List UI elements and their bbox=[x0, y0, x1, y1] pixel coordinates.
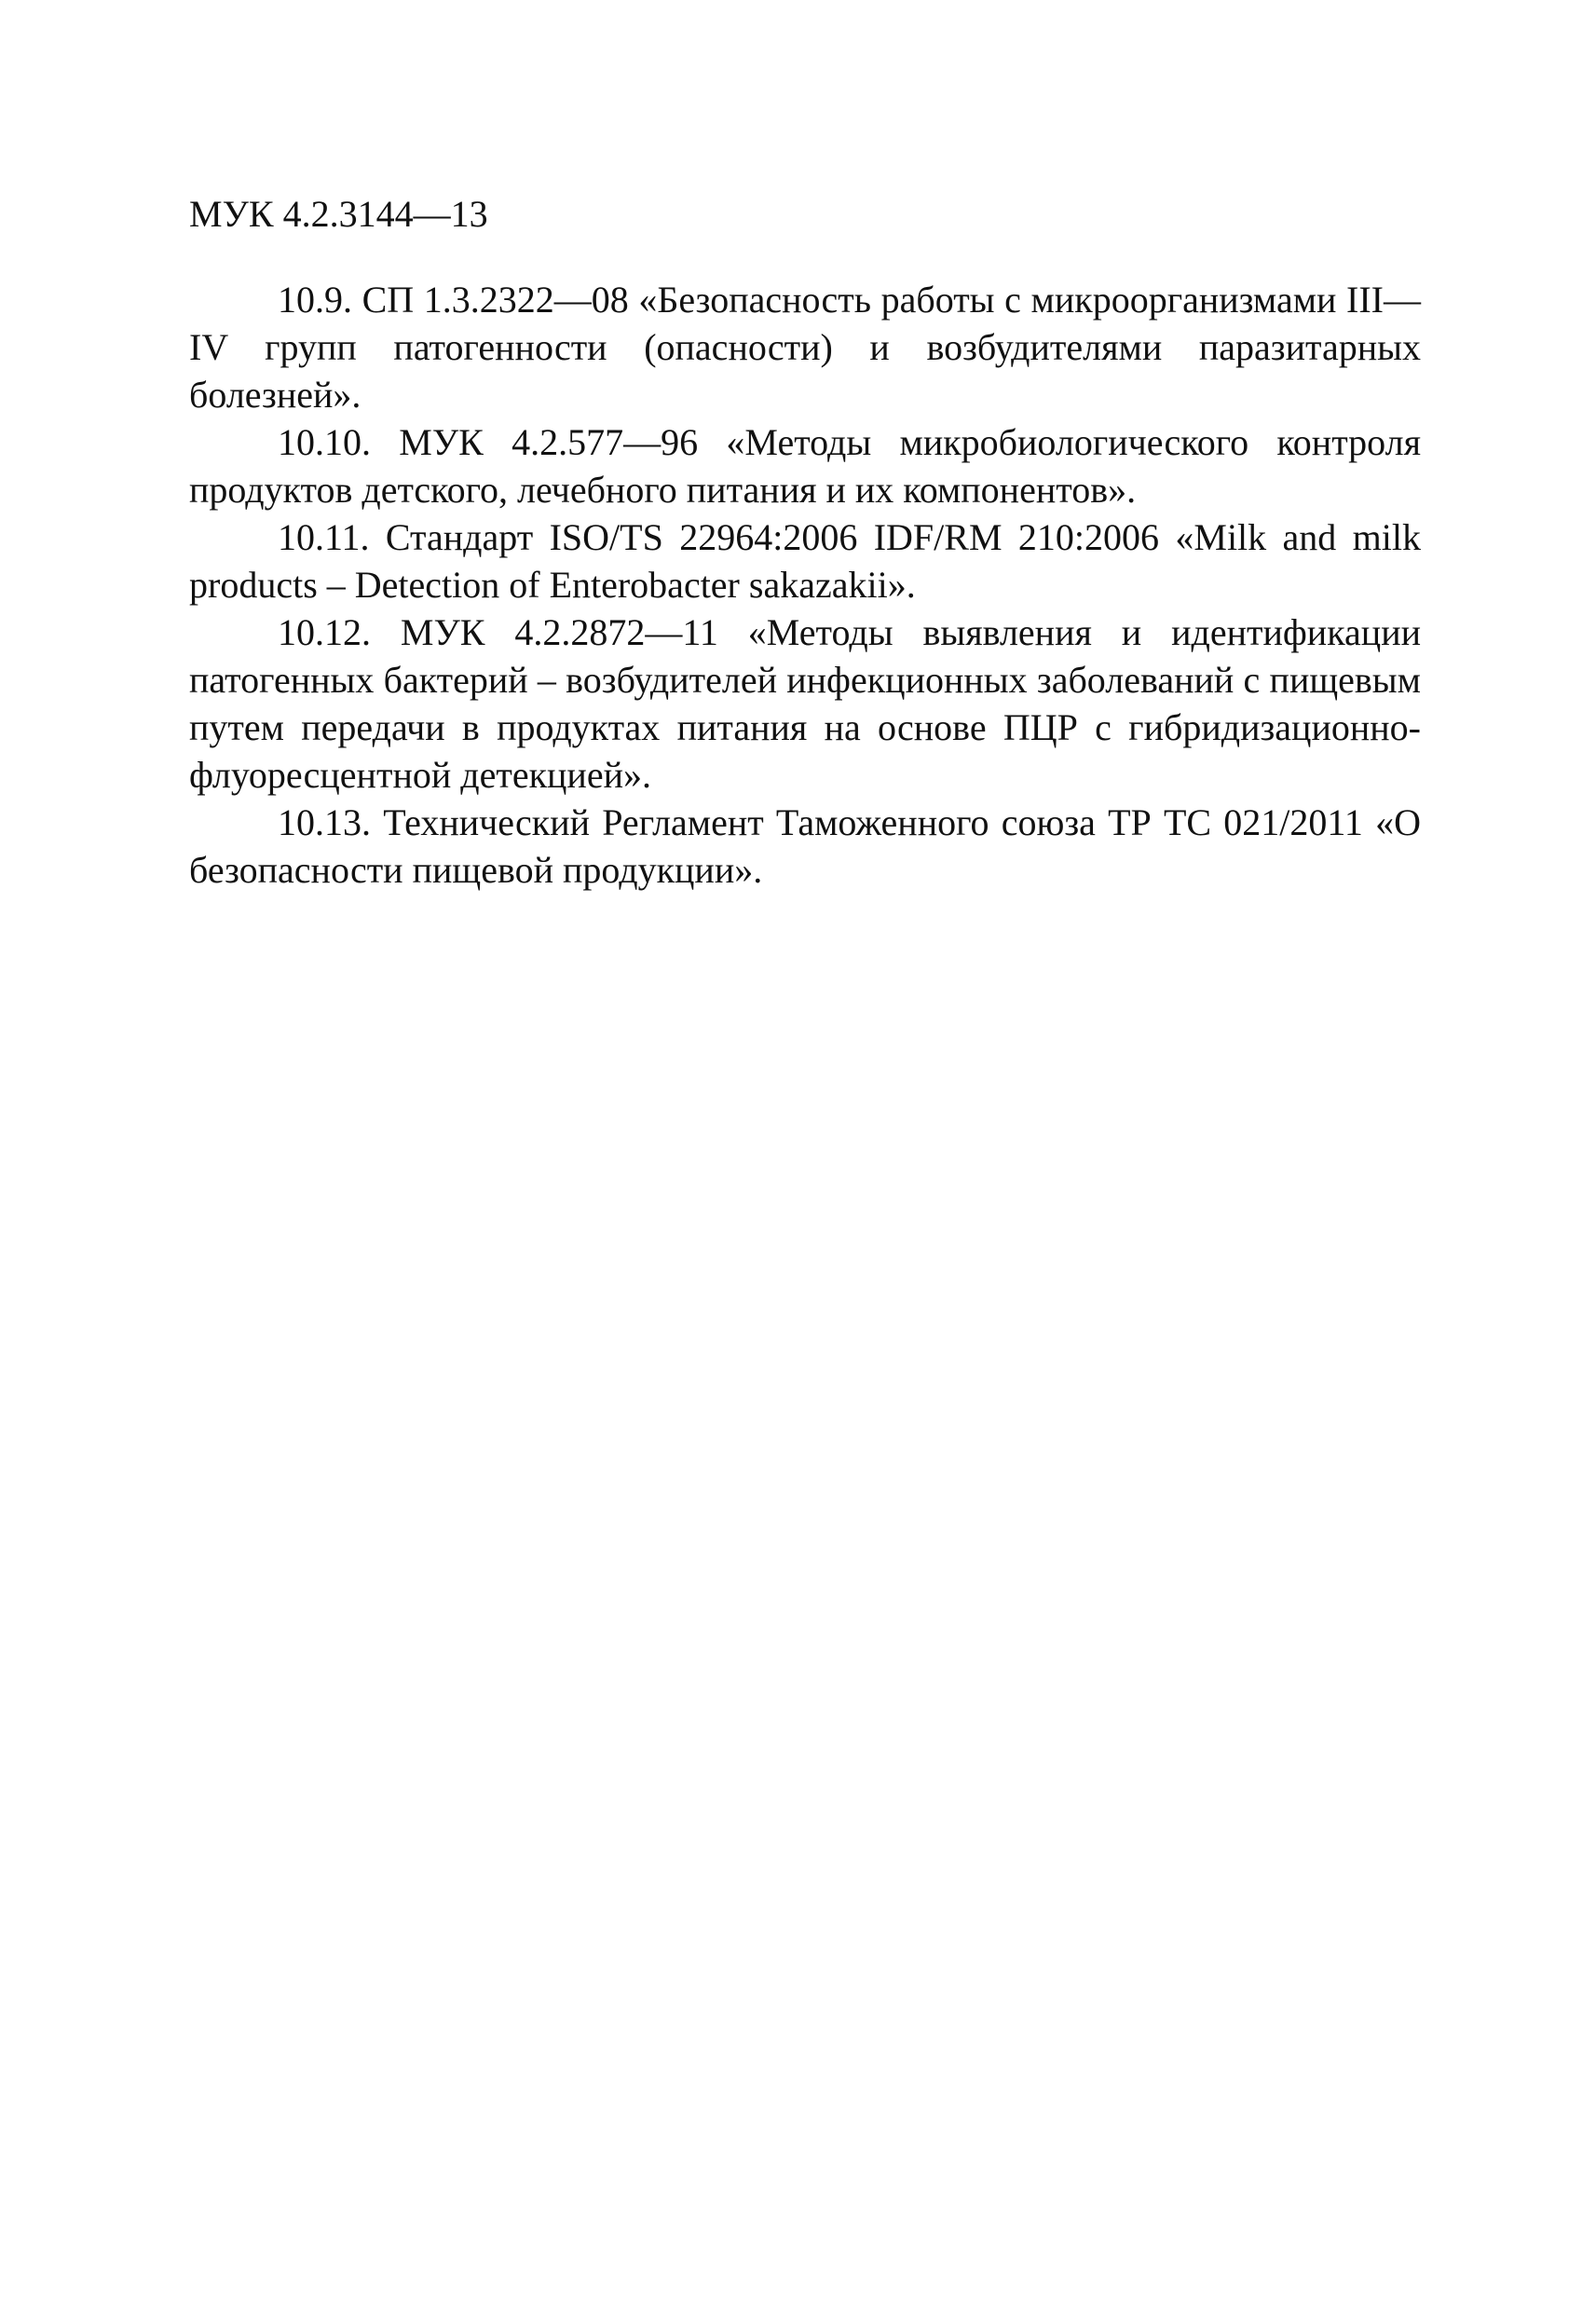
reference-text: Стандарт ISO/TS 22964:2006 IDF/RM 210:2006 «Milk and milk products – Detection of Enterobacter sakazakii». bbox=[189, 516, 1421, 606]
reference-item-10-10 bbox=[189, 418, 1421, 513]
reference-text: МУК 4.2.2872—11 «Методы выявления и идентификации патогенных бактерий – возбудителей инфекционных заболеваний с пищевым путем передачи в продуктах питания на основе ПЦР с гибридизационно-флуоресцентной детекцией». bbox=[189, 611, 1422, 796]
reference-text: СП 1.3.2322—08 «Безопасность работы с микроорганизмами III—IV групп патогенности (опасности) и возбудителями паразитарных болезней». bbox=[189, 279, 1422, 416]
reference-item-10-9 bbox=[189, 276, 1421, 418]
reference-text: МУК 4.2.577—96 «Методы микробиологического контроля продуктов детского, лечебного питания и их компонентов». bbox=[189, 421, 1421, 511]
reference-number: 10.12. bbox=[278, 611, 371, 653]
reference-item-10-12 bbox=[189, 609, 1421, 799]
reference-number: 10.10. bbox=[278, 421, 371, 463]
reference-item-10-13 bbox=[189, 799, 1421, 894]
reference-number: 10.13. bbox=[278, 801, 371, 843]
reference-item-10-11 bbox=[189, 513, 1421, 609]
reference-number: 10.9. bbox=[278, 279, 352, 321]
document-code-header: МУК 4.2.3144—13 bbox=[189, 193, 488, 235]
references-list bbox=[189, 276, 1421, 894]
reference-text: Технический Регламент Таможенного союза ТР ТС 021/2011 «О безопасности пищевой продукции». bbox=[189, 801, 1421, 891]
reference-number: 10.11. bbox=[278, 516, 370, 558]
